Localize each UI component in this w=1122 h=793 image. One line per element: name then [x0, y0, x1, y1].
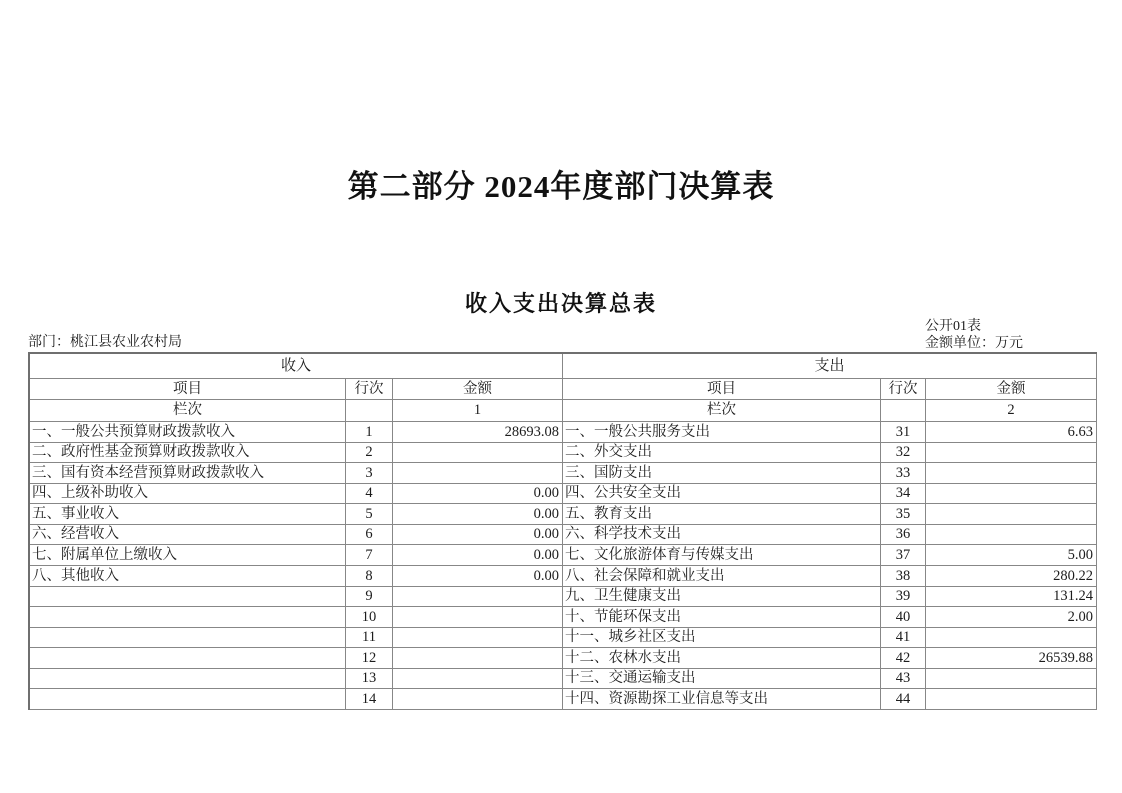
expenditure-line-cell: 35	[881, 504, 926, 525]
expenditure-amount-cell	[926, 484, 1097, 505]
department-label: 部门：桃江县农业农村局	[28, 335, 182, 350]
expenditure-col-amount-header: 金额	[926, 379, 1097, 400]
expenditure-item-cell: 九、卫生健康支出	[563, 587, 881, 608]
expenditure-amount-cell: 26539.88	[926, 648, 1097, 669]
income-amount-cell: 0.00	[393, 525, 563, 546]
expenditure-line-cell: 33	[881, 463, 926, 484]
expenditure-line-cell: 34	[881, 484, 926, 505]
income-line-cell: 4	[346, 484, 393, 505]
income-amount-cell	[393, 689, 563, 710]
expenditure-section-header: 支出	[563, 354, 1097, 379]
income-item-cell	[30, 689, 346, 710]
expenditure-amount-cell: 2.00	[926, 607, 1097, 628]
income-item-cell	[30, 628, 346, 649]
income-amount-cell	[393, 648, 563, 669]
income-amount-cell	[393, 669, 563, 690]
income-line-cell: 14	[346, 689, 393, 710]
expenditure-amount-cell	[926, 525, 1097, 546]
income-amount-cell	[393, 463, 563, 484]
income-line-cell: 3	[346, 463, 393, 484]
income-item-cell: 二、政府性基金预算财政拨款收入	[30, 443, 346, 464]
expenditure-line-cell: 44	[881, 689, 926, 710]
expenditure-col-item-header: 项目	[563, 379, 881, 400]
income-item-cell	[30, 669, 346, 690]
expenditure-item-cell: 十四、资源勘探工业信息等支出	[563, 689, 881, 710]
expenditure-item-cell: 七、文化旅游体育与传媒支出	[563, 545, 881, 566]
expenditure-amount-cell	[926, 689, 1097, 710]
income-line-cell: 8	[346, 566, 393, 587]
expenditure-col-index-label: 栏次	[563, 400, 881, 422]
expenditure-item-cell: 六、科学技术支出	[563, 525, 881, 546]
income-line-cell: 5	[346, 504, 393, 525]
income-amount-cell	[393, 607, 563, 628]
income-line-cell: 1	[346, 422, 393, 443]
income-line-cell: 6	[346, 525, 393, 546]
income-amount-cell: 0.00	[393, 566, 563, 587]
expenditure-item-cell: 三、国防支出	[563, 463, 881, 484]
expenditure-amount-cell	[926, 504, 1097, 525]
budget-table	[28, 352, 1097, 710]
income-col-index: 1	[393, 400, 563, 422]
income-item-cell: 八、其他收入	[30, 566, 346, 587]
expenditure-item-cell: 十二、农林水支出	[563, 648, 881, 669]
income-item-cell: 七、附属单位上缴收入	[30, 545, 346, 566]
table-code-label: 公开01表	[925, 319, 981, 334]
expenditure-item-cell: 十一、城乡社区支出	[563, 628, 881, 649]
income-col-item-header: 项目	[30, 379, 346, 400]
income-line-index-empty-cell	[346, 400, 393, 422]
income-amount-cell: 0.00	[393, 504, 563, 525]
income-amount-cell: 28693.08	[393, 422, 563, 443]
income-line-cell: 10	[346, 607, 393, 628]
expenditure-amount-cell: 280.22	[926, 566, 1097, 587]
income-item-cell	[30, 607, 346, 628]
income-item-cell: 三、国有资本经营预算财政拨款收入	[30, 463, 346, 484]
expenditure-line-cell: 42	[881, 648, 926, 669]
expenditure-amount-cell	[926, 443, 1097, 464]
expenditure-item-cell: 四、公共安全支出	[563, 484, 881, 505]
income-item-cell: 六、经营收入	[30, 525, 346, 546]
expenditure-line-cell: 41	[881, 628, 926, 649]
income-section-header: 收入	[30, 354, 563, 379]
income-col-amount-header: 金额	[393, 379, 563, 400]
expenditure-col-index: 2	[926, 400, 1097, 422]
expenditure-line-index-empty-cell	[881, 400, 926, 422]
expenditure-amount-cell: 131.24	[926, 587, 1097, 608]
expenditure-amount-cell	[926, 463, 1097, 484]
income-amount-cell	[393, 443, 563, 464]
expenditure-col-line-header: 行次	[881, 379, 926, 400]
expenditure-line-cell: 31	[881, 422, 926, 443]
income-item-cell	[30, 648, 346, 669]
income-col-index-label: 栏次	[30, 400, 346, 422]
expenditure-line-cell: 37	[881, 545, 926, 566]
income-line-cell: 2	[346, 443, 393, 464]
expenditure-line-cell: 40	[881, 607, 926, 628]
expenditure-line-cell: 39	[881, 587, 926, 608]
income-amount-cell: 0.00	[393, 545, 563, 566]
expenditure-line-cell: 43	[881, 669, 926, 690]
income-amount-cell: 0.00	[393, 484, 563, 505]
income-line-cell: 11	[346, 628, 393, 649]
unit-label: 金额单位：万元	[925, 336, 1023, 351]
income-col-line-header: 行次	[346, 379, 393, 400]
expenditure-item-cell: 五、教育支出	[563, 504, 881, 525]
income-item-cell: 四、上级补助收入	[30, 484, 346, 505]
expenditure-item-cell: 八、社会保障和就业支出	[563, 566, 881, 587]
income-item-cell	[30, 587, 346, 608]
income-line-cell: 12	[346, 648, 393, 669]
income-amount-cell	[393, 587, 563, 608]
income-item-cell: 一、一般公共预算财政拨款收入	[30, 422, 346, 443]
income-line-cell: 13	[346, 669, 393, 690]
table-title: 收入支出决算总表	[464, 291, 657, 316]
income-line-cell: 7	[346, 545, 393, 566]
expenditure-line-cell: 32	[881, 443, 926, 464]
expenditure-amount-cell: 5.00	[926, 545, 1097, 566]
expenditure-amount-cell	[926, 628, 1097, 649]
expenditure-item-cell: 十、节能环保支出	[563, 607, 881, 628]
expenditure-item-cell: 一、一般公共服务支出	[563, 422, 881, 443]
expenditure-line-cell: 36	[881, 525, 926, 546]
expenditure-amount-cell: 6.63	[926, 422, 1097, 443]
expenditure-item-cell: 十三、交通运输支出	[563, 669, 881, 690]
income-amount-cell	[393, 628, 563, 649]
page-title: 第二部分 2024年度部门决算表	[347, 169, 775, 204]
income-line-cell: 9	[346, 587, 393, 608]
expenditure-item-cell: 二、外交支出	[563, 443, 881, 464]
expenditure-amount-cell	[926, 669, 1097, 690]
expenditure-line-cell: 38	[881, 566, 926, 587]
income-item-cell: 五、事业收入	[30, 504, 346, 525]
